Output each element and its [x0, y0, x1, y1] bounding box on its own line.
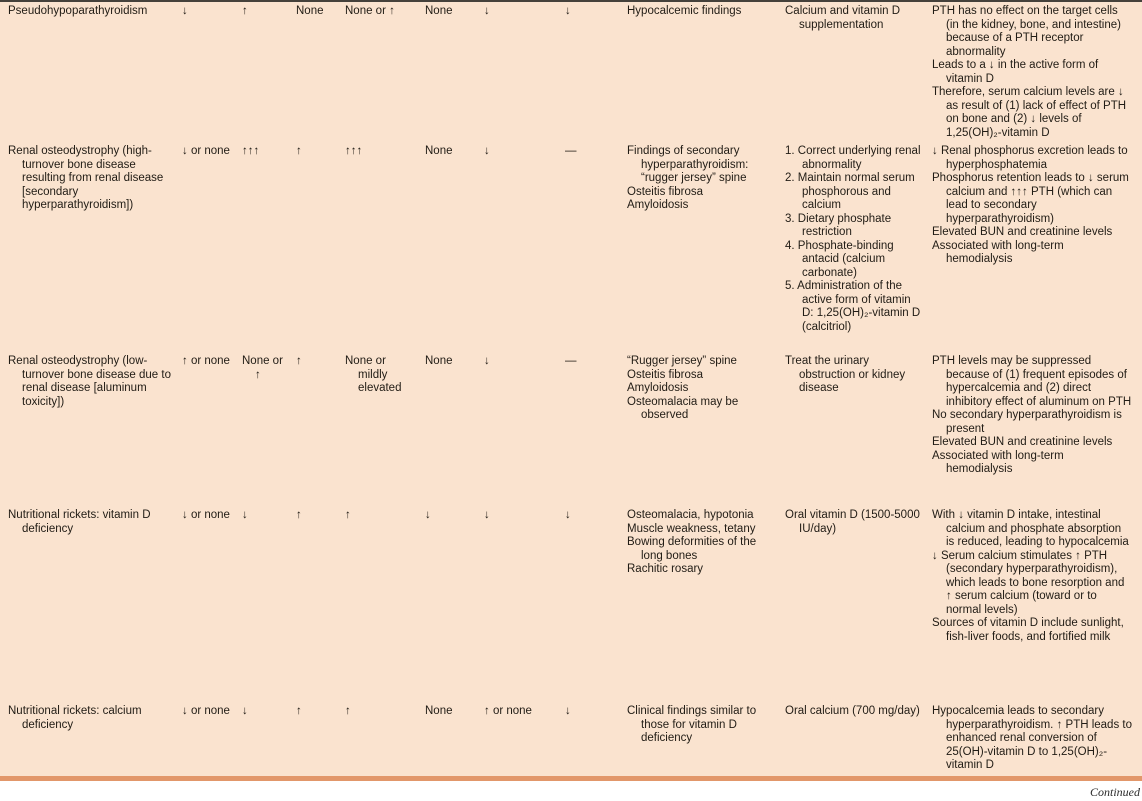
value-cell: None or ↑ — [345, 5, 395, 17]
comments-cell — [924, 705, 1134, 775]
cell-paragraph: Oral calcium (700 mg/day) — [785, 705, 920, 717]
value-cell: ↓ or none — [182, 145, 230, 157]
value-cell: ↑ — [345, 705, 351, 717]
cell-paragraph: 2. Maintain normal serum phosphorous and calcium — [785, 172, 915, 211]
cell-paragraph: Muscle weakness, tetany — [627, 522, 756, 535]
value-cell: None or mildly elevated — [345, 355, 402, 394]
cell-paragraph: Osteomalacia, hypotonia — [627, 509, 754, 521]
value-cell: — — [565, 145, 577, 157]
value-cell: ↑↑↑ — [242, 145, 260, 157]
value-cell: ↓ — [484, 5, 490, 17]
value-cell: ↓ or none — [182, 509, 230, 521]
cell-paragraph: 4. Phosphate-binding antacid (calcium carbonate) — [785, 239, 894, 279]
cell-paragraph: 3. Dietary phosphate restriction — [785, 212, 892, 238]
cell-paragraph: Nutritional rickets: calcium deficiency — [8, 705, 142, 731]
value-cell: ↓ — [425, 509, 431, 521]
value-cell: ↓ — [242, 509, 248, 521]
cell-paragraph: Elevated BUN and creatinine levels — [932, 436, 1113, 448]
table-row — [0, 145, 1142, 355]
value-cell: None or ↑ — [242, 355, 283, 381]
cell-paragraph: “Rugger jersey” spine — [627, 355, 737, 367]
cell-paragraph: Phosphorus retention leads to ↓ serum calcium and ↑↑↑ PTH (which can lead to secondary hyperparathyroidism) — [932, 172, 1129, 225]
value-cell: ↓ — [182, 5, 188, 17]
cell-paragraph: 1. Correct underlying renal abnormality — [785, 145, 921, 171]
table-row — [0, 509, 1142, 705]
value-cell: ↑ — [345, 509, 351, 521]
cell-paragraph: No secondary hyperparathyroidism is present — [932, 409, 1122, 435]
condition-cell — [0, 705, 174, 775]
table-row — [0, 355, 1142, 509]
value-cell: — — [565, 355, 577, 367]
cell-paragraph: Renal osteodystrophy (high-turnover bone disease resulting from renal disease [secondary hyperparathyroidism]) — [8, 145, 164, 211]
cell-paragraph: Clinical findings similar to those for vitamin D deficiency — [627, 705, 757, 744]
comments-cell — [924, 355, 1134, 509]
cell-paragraph: Amyloidosis — [627, 382, 689, 394]
condition-cell — [0, 5, 174, 145]
comments-cell — [924, 145, 1134, 355]
treatment-cell — [777, 509, 924, 705]
treatment-cell — [777, 145, 924, 355]
cell-paragraph: Amyloidosis — [627, 199, 689, 211]
continued-label: Continued — [1090, 785, 1140, 799]
value-cell: ↑ — [296, 145, 302, 157]
cell-paragraph: Oral vitamin D (1500-5000 IU/day) — [785, 509, 920, 535]
comments-cell — [924, 5, 1134, 145]
value-cell: None — [296, 5, 324, 17]
findings-cell — [619, 705, 777, 775]
value-cell: ↓ — [484, 509, 490, 521]
cell-paragraph: Hypocalcemia leads to secondary hyperparathyroidism. ↑ PTH leads to enhanced renal conversion of 25(OH)-vitamin D to 1,25(OH)₂-vitamin D — [932, 705, 1132, 771]
findings-cell — [619, 355, 777, 509]
cell-paragraph: Osteitis fibrosa — [627, 368, 704, 381]
table-row — [0, 705, 1142, 775]
cell-paragraph: ↓ Renal phosphorus excretion leads to hyperphosphatemia — [932, 145, 1128, 171]
value-cell: ↓ — [484, 355, 490, 367]
cell-paragraph: Leads to a ↓ in the active form of vitamin D — [932, 59, 1099, 85]
value-cell: ↑ — [296, 355, 302, 367]
condition-cell — [0, 355, 174, 509]
value-cell: ↓ — [565, 5, 571, 17]
value-cell: None — [425, 705, 453, 717]
table-row — [0, 5, 1142, 145]
table-footer — [0, 781, 1142, 797]
cell-paragraph: Elevated BUN and creatinine levels — [932, 226, 1113, 238]
value-cell: None — [425, 5, 453, 17]
value-cell: ↑ — [296, 509, 302, 521]
value-cell: ↓ — [484, 145, 490, 157]
cell-paragraph: With ↓ vitamin D intake, intestinal calcium and phosphate absorption is reduced, leading to hypocalcemia — [932, 509, 1129, 548]
value-cell: ↓ — [565, 509, 571, 521]
treatment-cell — [777, 705, 924, 775]
cell-paragraph: Sources of vitamin D include sunlight, fish-liver foods, and fortified milk — [932, 617, 1124, 643]
cell-paragraph: Osteitis fibrosa — [627, 185, 704, 198]
condition-cell — [0, 509, 174, 705]
treatment-cell — [777, 355, 924, 509]
cell-paragraph: Osteomalacia may be observed — [627, 395, 739, 421]
value-cell: ↑ — [242, 5, 248, 17]
findings-cell — [619, 5, 777, 145]
value-cell: ↓ — [242, 705, 248, 717]
findings-cell — [619, 145, 777, 355]
value-cell: ↑ — [296, 705, 302, 717]
treatment-cell — [777, 5, 924, 145]
cell-paragraph: Therefore, serum calcium levels are ↓ as result of (1) lack of effect of PTH on bone and (2) ↓ levels of 1,25(OH)₂-vitamin D — [932, 86, 1127, 139]
cell-paragraph: PTH levels may be suppressed because of (1) frequent episodes of hypercalcemia and (2) direct inhibitory effect of aluminum on PTH — [932, 355, 1132, 408]
value-cell: ↓ or none — [182, 705, 230, 717]
cell-paragraph: Findings of secondary hyperparathyroidism: “rugger jersey” spine — [627, 145, 749, 184]
comments-cell — [924, 509, 1134, 705]
cell-paragraph: Hypocalcemic findings — [627, 5, 742, 17]
cell-paragraph: Associated with long-term hemodialysis — [932, 239, 1064, 265]
value-cell: ↓ — [565, 705, 571, 717]
cell-paragraph: Rachitic rosary — [627, 563, 704, 575]
value-cell: None — [425, 355, 453, 367]
disease-table — [0, 2, 1142, 776]
cell-paragraph: Associated with long-term hemodialysis — [932, 449, 1064, 475]
cell-paragraph: Renal osteodystrophy (low-turnover bone disease due to renal disease [aluminum toxicity]) — [8, 355, 171, 408]
cell-paragraph: Nutritional rickets: vitamin D deficiency — [8, 509, 151, 535]
condition-cell — [0, 145, 174, 355]
value-cell: ↑ or none — [484, 705, 532, 717]
value-cell: ↑↑↑ — [345, 145, 363, 157]
cell-paragraph: Calcium and vitamin D supplementation — [785, 5, 901, 31]
value-cell: None — [425, 145, 453, 157]
cell-paragraph: Bowing deformities of the long bones — [627, 536, 757, 562]
cell-paragraph: 5. Administration of the active form of vitamin D: 1,25(OH)₂-vitamin D (calcitriol) — [785, 280, 921, 333]
cell-paragraph: Pseudohypoparathyroidism — [8, 5, 148, 17]
cell-paragraph: PTH has no effect on the target cells (in the kidney, bone, and intestine) because of a PTH receptor abnormality — [932, 5, 1121, 58]
value-cell: ↑ or none — [182, 355, 230, 367]
cell-paragraph: Treat the urinary obstruction or kidney disease — [785, 355, 906, 394]
cell-paragraph: ↓ Serum calcium stimulates ↑ PTH (secondary hyperparathyroidism), which leads to bone resorption and ↑ serum calcium (toward or to normal levels) — [932, 549, 1125, 616]
findings-cell — [619, 509, 777, 705]
